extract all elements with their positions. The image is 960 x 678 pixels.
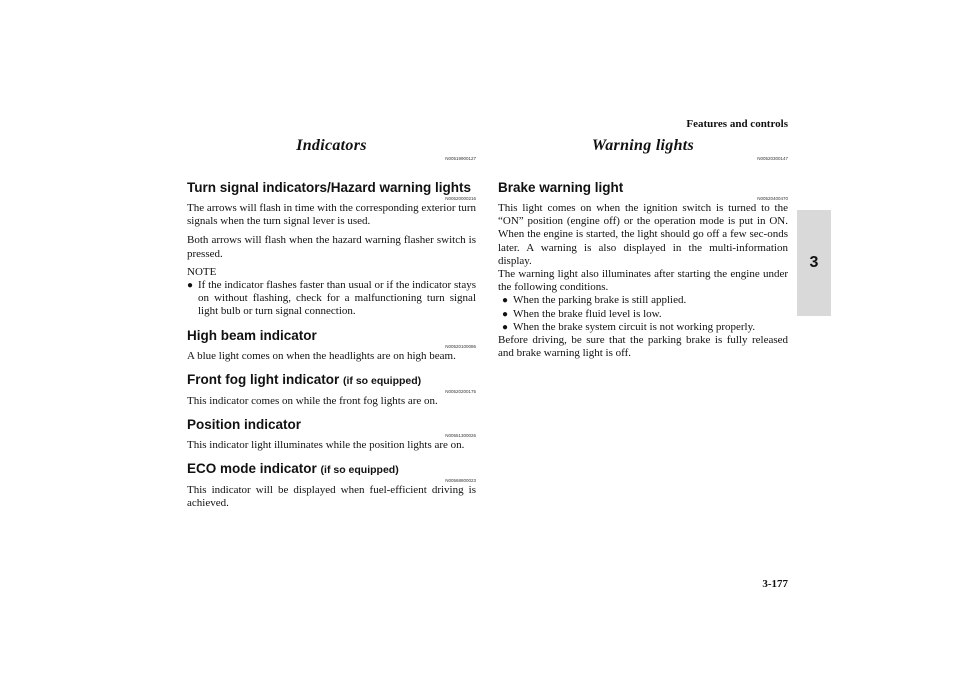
heading-suffix: (if so equipped) bbox=[343, 374, 422, 387]
paragraph: Both arrows will flash when the hazard warning flasher switch is pressed. bbox=[187, 234, 476, 260]
section-code: N00519900127 bbox=[445, 156, 476, 161]
heading-code: N00520400470 bbox=[757, 196, 788, 201]
paragraph: This indicator light illuminates while the position lights are on. bbox=[187, 439, 465, 452]
bullet-dot-icon: ● bbox=[502, 321, 509, 333]
section-title-warning-lights: Warning lights bbox=[591, 137, 695, 154]
bullet-text: When the parking brake is still applied. bbox=[513, 294, 687, 307]
bullet-item bbox=[502, 308, 788, 321]
running-header: Features and controls bbox=[686, 118, 788, 130]
heading-position: Position indicator bbox=[187, 417, 302, 433]
heading-eco-mode bbox=[187, 461, 476, 478]
bullet-text: If the indicator flashes faster than usual or if the indicator stays on without flashing, check for a malfunctioning turn signal light bulb or turn signal connection. bbox=[198, 279, 476, 318]
warning-lights-column bbox=[498, 136, 788, 360]
paragraph: This indicator will be displayed when fuel-efficient driving is achieved. bbox=[187, 484, 476, 510]
heading-turn-signal: Turn signal indicators/Hazard warning lights bbox=[187, 180, 472, 195]
paragraph: The warning light also illuminates after starting the engine under the following conditions. bbox=[498, 268, 788, 294]
page-number: 3-177 bbox=[762, 578, 788, 590]
bullet-item bbox=[502, 294, 788, 307]
note-bullet bbox=[187, 279, 476, 319]
bullet-text: When the brake system circuit is not working properly. bbox=[513, 320, 756, 333]
chapter-tab: 3 bbox=[797, 210, 831, 316]
indicators-column bbox=[187, 136, 476, 511]
paragraph: Before driving, be sure that the parking brake is fully released and brake warning light is off. bbox=[498, 334, 788, 360]
heading-code: N00520200175 bbox=[445, 388, 476, 394]
heading-text: ECO mode indicator bbox=[187, 461, 317, 477]
bullet-dot-icon: ● bbox=[502, 295, 509, 307]
heading-suffix: (if so equipped) bbox=[320, 464, 399, 477]
heading-high-beam: High beam indicator bbox=[187, 327, 317, 343]
bullet-dot-icon: ● bbox=[187, 280, 194, 292]
heading-code: N00520000216 bbox=[445, 196, 476, 201]
heading-front-fog bbox=[187, 372, 476, 389]
heading-code: N00551300026 bbox=[445, 433, 476, 439]
heading-brake-warning: Brake warning light bbox=[498, 180, 624, 195]
bullet-dot-icon: ● bbox=[502, 308, 509, 320]
paragraph: This light comes on when the ignition switch is turned to the “ON” position (engine off) or the operation mode is put in ON. When the engine is started, the light should go off a few sec-onds later. A warning is also displayed in the multi-information display. bbox=[498, 202, 788, 267]
section-title-indicators: Indicators bbox=[296, 137, 367, 154]
paragraph: The arrows will flash in time with the corresponding exterior turn signals when the turn signal lever is used. bbox=[187, 202, 476, 228]
heading-text: Front fog light indicator bbox=[187, 371, 340, 387]
heading-code: N00568800023 bbox=[445, 478, 476, 484]
note-label: NOTE bbox=[187, 265, 217, 278]
paragraph: This indicator comes on while the front fog lights are on. bbox=[187, 394, 438, 407]
paragraph: A blue light comes on when the headlights are on high beam. bbox=[187, 349, 456, 362]
bullet-text: When the brake fluid level is low. bbox=[513, 307, 662, 320]
heading-code: N00520100086 bbox=[445, 343, 476, 349]
section-code: N00520300147 bbox=[757, 156, 788, 161]
bullet-item bbox=[502, 321, 788, 334]
